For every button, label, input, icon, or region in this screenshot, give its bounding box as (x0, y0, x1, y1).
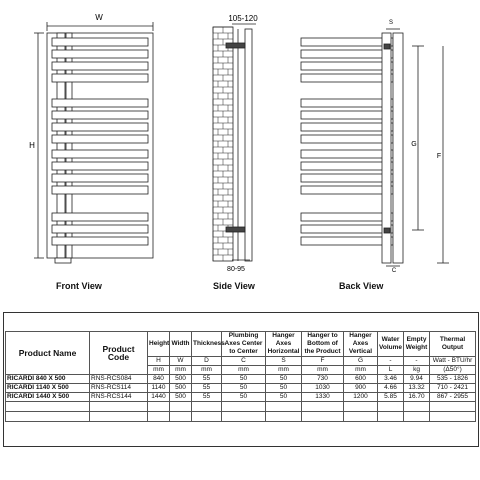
back-f-dimension-label: F (436, 153, 442, 160)
hanger-bottom-cell: 730 (302, 375, 344, 384)
back-panel-bar (301, 150, 393, 158)
symbol-cell: H (148, 357, 170, 366)
thermal-output-cell: 535 - 1826 (430, 375, 476, 384)
unit-cell: mm (170, 366, 192, 375)
header-hanger-to-bottom: Hanger to Bottom of the Product (302, 332, 344, 357)
back-panel-bar (301, 38, 393, 46)
empty-cell (344, 412, 378, 422)
header-width: Width (170, 332, 192, 357)
side-view-drawing (213, 24, 256, 261)
thickness-cell: 55 (192, 375, 222, 384)
width-cell: 500 (170, 375, 192, 384)
width-cell: 500 (170, 384, 192, 393)
front-panel-bar (52, 123, 148, 131)
hanger-vertical-cell: 900 (344, 384, 378, 393)
header-height: Height (148, 332, 170, 357)
empty-cell (170, 402, 192, 412)
symbol-cell: C (222, 357, 266, 366)
header-water-volume: Water Volume (378, 332, 404, 357)
side-bottom-dimension-label: 80-95 (227, 266, 245, 273)
table-row (6, 393, 476, 402)
empty-cell (404, 402, 430, 412)
back-column-inner (393, 33, 403, 263)
back-panel-bar (301, 135, 393, 143)
unit-cell: (Δ50°) (430, 366, 476, 375)
width-dimension-label: W (95, 13, 103, 22)
symbol-cell: G (344, 357, 378, 366)
header-plumbing-axes: Plumbing Axes Center to Center (222, 332, 266, 357)
symbol-cell: - (404, 357, 430, 366)
back-panel-bar (301, 123, 393, 131)
empty-cell (344, 402, 378, 412)
side-top-dimension-label: 105-120 (228, 14, 258, 23)
front-valve-block (55, 258, 71, 263)
hanger-bottom-cell: 1330 (302, 393, 344, 402)
symbol-cell: - (378, 357, 404, 366)
back-panel-bar (301, 162, 393, 170)
empty-cell (170, 412, 192, 422)
front-panel-bar (52, 237, 148, 245)
symbol-cell: F (302, 357, 344, 366)
spec-header-row (6, 332, 476, 357)
water-volume-cell: 5.85 (378, 393, 404, 402)
back-panel-bar (301, 186, 393, 194)
front-panel-bar (52, 150, 148, 158)
thermal-output-cell: 867 - 2955 (430, 393, 476, 402)
symbol-cell: S (266, 357, 302, 366)
back-panel-bar (301, 50, 393, 58)
back-panel-bar (301, 111, 393, 119)
front-panel-bar (52, 62, 148, 70)
back-s-dimension-label: S (388, 20, 394, 26)
back-panel-bar (301, 225, 393, 233)
front-panel-bar (52, 99, 148, 107)
front-panel-bar (52, 213, 148, 221)
hanger-bottom-cell: 1030 (302, 384, 344, 393)
height-cell: 1440 (148, 393, 170, 402)
unit-cell: mm (344, 366, 378, 375)
empty-cell (430, 402, 476, 412)
empty-cell (148, 412, 170, 422)
empty-cell (6, 412, 90, 422)
empty-cell (404, 412, 430, 422)
weight-cell: 9.94 (404, 375, 430, 384)
side-view-label: Side View (213, 281, 255, 291)
back-upper-hanger (384, 44, 390, 49)
plumbing-cell: 50 (222, 384, 266, 393)
side-radiator-profile (245, 29, 252, 261)
height-cell: 840 (148, 375, 170, 384)
plumbing-cell: 50 (222, 375, 266, 384)
front-panel-bar (52, 38, 148, 46)
table-row (6, 384, 476, 393)
bottom-bracket (226, 227, 245, 232)
back-view-label: Back View (339, 281, 384, 291)
product-name-cell: RICARDI 1140 X 500 (6, 384, 90, 393)
front-panel-bar (52, 74, 148, 82)
brick-wall (213, 27, 233, 261)
empty-cell (90, 402, 148, 412)
spec-table (5, 331, 476, 422)
product-name-cell: RICARDI 1440 X 500 (6, 393, 90, 402)
back-panel-bar (301, 237, 393, 245)
hanger-horizontal-cell: 50 (266, 384, 302, 393)
water-volume-cell: 3.46 (378, 375, 404, 384)
empty-cell (302, 402, 344, 412)
product-code-cell: RNS-RCS084 (90, 375, 148, 384)
empty-cell (192, 412, 222, 422)
empty-cell (148, 402, 170, 412)
hanger-vertical-cell: 600 (344, 375, 378, 384)
hanger-vertical-cell: 1200 (344, 393, 378, 402)
product-code-cell: RNS-RCS114 (90, 384, 148, 393)
hanger-horizontal-cell: 50 (266, 375, 302, 384)
symbol-cell: D (192, 357, 222, 366)
back-lower-hanger (384, 228, 390, 233)
unit-cell: mm (266, 366, 302, 375)
front-view-label: Front View (56, 281, 102, 291)
front-panel-bar (52, 50, 148, 58)
back-panel-bar (301, 213, 393, 221)
front-panel-bar (52, 174, 148, 182)
back-panel-bar (301, 62, 393, 70)
front-panel-bar (52, 162, 148, 170)
back-c-dimension-label: C (391, 268, 397, 274)
unit-cell: mm (302, 366, 344, 375)
back-panel-bar (301, 74, 393, 82)
product-code-cell: RNS-RCS144 (90, 393, 148, 402)
empty-cell (378, 412, 404, 422)
front-panel-bar (52, 225, 148, 233)
front-panel-bar (52, 111, 148, 119)
empty-cell (266, 402, 302, 412)
empty-cell (6, 402, 90, 412)
empty-cell (222, 412, 266, 422)
empty-cell (378, 402, 404, 412)
thickness-cell: 55 (192, 384, 222, 393)
empty-cell (266, 412, 302, 422)
front-panel-bar (52, 135, 148, 143)
header-empty-weight: Empty Weight (404, 332, 430, 357)
empty-cell (90, 412, 148, 422)
weight-cell: 16.70 (404, 393, 430, 402)
height-dimension-label: H (29, 141, 35, 150)
header-thermal-output: Thermal Output (430, 332, 476, 357)
header-hanger-horizontal: Hanger Axes Horizontal (266, 332, 302, 357)
height-cell: 1140 (148, 384, 170, 393)
top-bracket (226, 43, 245, 48)
empty-row (6, 402, 476, 412)
back-g-dimension-label: G (411, 141, 417, 148)
unit-cell: kg (404, 366, 430, 375)
hanger-horizontal-cell: 50 (266, 393, 302, 402)
product-name-cell: RICARDI 840 X 500 (6, 375, 90, 384)
header-hanger-vertical: Hanger Axes Vertical (344, 332, 378, 357)
header-product-code: Product Code (90, 332, 148, 375)
unit-cell: mm (148, 366, 170, 375)
empty-cell (222, 402, 266, 412)
back-panel-bar (301, 174, 393, 182)
empty-cell (430, 412, 476, 422)
thermal-output-cell: 710 - 2421 (430, 384, 476, 393)
unit-cell: L (378, 366, 404, 375)
empty-cell (302, 412, 344, 422)
symbol-cell: Watt - BTU/hr (430, 357, 476, 366)
plumbing-cell: 50 (222, 393, 266, 402)
back-panel-bar (301, 99, 393, 107)
unit-cell: mm (192, 366, 222, 375)
unit-cell: mm (222, 366, 266, 375)
table-row (6, 375, 476, 384)
width-cell: 500 (170, 393, 192, 402)
front-view-drawing (34, 22, 153, 263)
front-panel-bar (52, 186, 148, 194)
back-view-drawing (301, 29, 449, 266)
empty-cell (192, 402, 222, 412)
empty-row (6, 412, 476, 422)
header-product-name: Product Name (6, 332, 90, 375)
symbol-cell: W (170, 357, 192, 366)
thickness-cell: 55 (192, 393, 222, 402)
header-thickness: Thickness (192, 332, 222, 357)
weight-cell: 13.32 (404, 384, 430, 393)
water-volume-cell: 4.66 (378, 384, 404, 393)
